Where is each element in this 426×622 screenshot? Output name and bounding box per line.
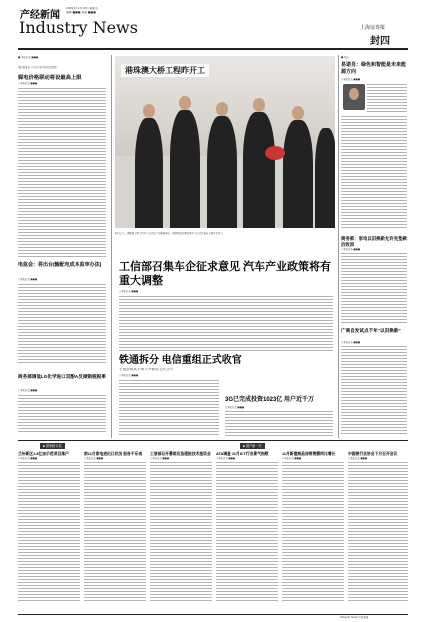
bottom-tag-left: ■ 国家统计局 [40, 443, 65, 449]
bottom-article-body [348, 462, 408, 602]
bottom-article-byline: ○本报记者 ■■■ [216, 457, 236, 460]
left-column [18, 52, 108, 438]
left-byline-3: ○本报记者 ■■■ [18, 389, 38, 392]
right-headline-2: 商务部：家电以旧换新允许先垫款后收回 [341, 236, 407, 247]
main-headline: 工信部召集车企征求意见 汽车产业政策将有重大调整 [119, 261, 332, 287]
bottom-article [84, 452, 146, 612]
right-headline-3: 广商自发试点千年“以旧换新” [341, 328, 401, 333]
right-tag: ■ 观点 [341, 56, 349, 59]
main-photo-block [115, 56, 335, 256]
bottom-article-title: 兰州新区1.8亿亩示范项目落户 [18, 452, 69, 456]
bottom-article-body [282, 462, 344, 602]
right-top-label: 上海证券报 [360, 25, 386, 31]
bottom-article-title: 11月新建商品房销售额同比增长 [282, 452, 336, 456]
left-headline-3: 商务部调低LG化学进口双酚A反倾销税税率 [18, 374, 106, 379]
main-body [119, 296, 333, 352]
right-byline-3: ○本报记者 ■■■ [341, 341, 361, 344]
right-body-2 [341, 253, 407, 323]
right-portrait [343, 84, 365, 110]
section-en: Industry News [19, 18, 138, 37]
third-byline: ○本报记者 ■■■ [225, 406, 245, 409]
bottom-tag-right: ■ 国产新一代 [240, 443, 265, 449]
bottom-article-body [150, 462, 212, 602]
sub-byline: ○本报记者 ■■■ [119, 374, 139, 377]
bottom-articles [18, 452, 408, 612]
bottom-article [18, 452, 80, 612]
bottom-article-title: 工信部召开暴雨应急通报技术座谈会 [150, 452, 211, 456]
bottom-article-byline: ○本报记者 ■■■ [150, 457, 170, 460]
bottom-article [150, 452, 212, 612]
left-divider [111, 55, 112, 438]
bottom-article-byline: ○本报记者 ■■■ [348, 457, 368, 460]
main-photo [115, 56, 335, 228]
left-byline-2: ○本报记者 ■■■ [18, 278, 38, 281]
masthead-rule [18, 48, 408, 50]
footer-note: Industry News 产经新闻 [340, 616, 369, 619]
left-body-3 [18, 395, 106, 433]
sub-deck: 王建宙称其不纳入中移动上市公司 [119, 368, 173, 371]
left-kicker: ■ 本报记者 ■■■ [18, 56, 39, 59]
right-column [341, 56, 408, 438]
bottom-article-body [18, 462, 80, 602]
right-divider [338, 55, 339, 438]
left-body-1 [18, 88, 106, 258]
right-byline-1: ○本报记者 ■■■ [341, 78, 361, 81]
bottom-article-title: 前11月家电进出口状况 报告不乐观 [84, 452, 143, 456]
third-headline: 3G已完成投资1023亿 用户近千万 [225, 397, 315, 403]
right-body-3 [341, 346, 407, 436]
sub-headline: 铁通拆分 电信重组正式收官 [119, 355, 242, 366]
right-byline-2: ○本报记者 ■■■ [341, 248, 361, 251]
right-section-label: 封四 [370, 36, 390, 47]
left-headline-1: 媒电价格联动将设最高上限 [18, 75, 82, 81]
date-line: 2009年12月18日 星期五 [66, 7, 98, 10]
bottom-article [216, 452, 278, 612]
bottom-article-byline: ○本报记者 ■■■ [282, 457, 302, 460]
left-byline-1: ○本报记者 ■■■ [18, 82, 38, 85]
right-body-1 [367, 84, 407, 114]
left-headline-2: 电监会：将出台(输配电成本监审办法) [18, 262, 102, 268]
main-article [115, 256, 335, 438]
paper-name: 产经新闻 [20, 10, 60, 21]
bottom-article-title: ATA调查 11月ICT行业景气指数 [216, 452, 269, 456]
bottom-article-title: 中国银行业协会下月召开会议 [348, 452, 398, 456]
bottom-rule [18, 440, 408, 441]
main-byline: ○本报记者 ■■■ [119, 290, 139, 293]
bottom-article [282, 452, 344, 612]
main-photo-caption: 港珠澳大桥工程昨开工 [121, 64, 209, 77]
footer-rule [18, 614, 408, 615]
bottom-article-body [216, 462, 278, 602]
bottom-article [348, 452, 408, 612]
masthead [0, 0, 426, 58]
bottom-article-body [84, 462, 146, 602]
left-body-2 [18, 284, 106, 364]
bottom-article-byline: ○本报记者 ■■■ [18, 457, 38, 460]
left-sub-kicker: 国资委发布《中央企业产权转让规定》 [18, 66, 59, 69]
main-photo-note: 昨日上午，港珠澳大桥工程开工仪式在广东珠海举行。国务院副总理出席开工仪式并宣布大桥正式开工。 [115, 232, 225, 235]
right-body-1b [341, 116, 407, 230]
sub-body [119, 380, 219, 436]
third-body [225, 411, 333, 436]
bottom-article-byline: ○本报记者 ■■■ [84, 457, 104, 460]
right-headline-1: 易诺肖：绿色和智能是未来能源方向 [341, 62, 407, 75]
editor-line: 编辑 ■■■ 美编 ■■■ [66, 11, 96, 14]
